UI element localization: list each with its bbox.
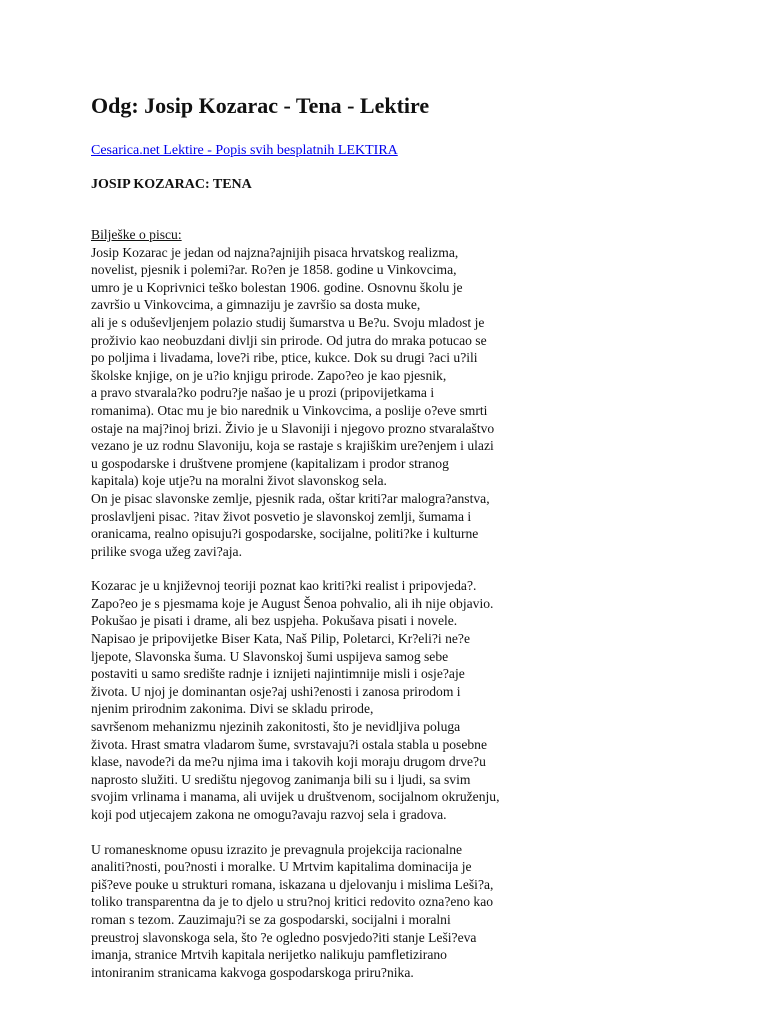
text-line: Pokušao je pisati i drame, ali bez uspjeha. Pokušava pisati i novele. — [91, 613, 458, 629]
page-title: Odg: Josip Kozarac - Tena - Lektire — [91, 93, 430, 118]
text-line: U romanesknome opusu izrazito je prevagnula projekcija racionalne — [91, 841, 463, 857]
text-line: života. U njoj je dominantan osje?aj ushi?enosti i zanosa prirodom i — [91, 683, 461, 699]
text-line: proživio kao neobuzdani divlji sin prirode. Od jutra do mraka potucao se — [91, 332, 487, 348]
text-line: postaviti u samo središte radnje i iznijeti najintimnije misli i osje?aje — [91, 666, 465, 682]
text-line: života. Hrast smatra vladarom šume, svrstavaju?i ostala stabla u posebne — [91, 736, 487, 752]
author-notes-section — [91, 226, 571, 981]
text-line: roman s tezom. Zauzimaju?i se za gospodarski, socijalni i moralni — [91, 911, 451, 927]
text-line: u gospodarske i društvene promjene (kapitalizam i prodor stranog — [91, 455, 449, 471]
text-line: intoniranim stranicama kakvoga gospodarskoga priru?nika. — [91, 964, 414, 980]
document-page — [91, 92, 571, 981]
text-line: romanima). Otac mu je bio narednik u Vinkovcima, a poslije o?eve smrti — [91, 402, 488, 418]
text-line: naprosto služiti. U središtu njegovog zanimanja bili su i ljudi, sa svim — [91, 771, 471, 787]
text-line: Zapo?eo je s pjesmama koje je August Šenoa pohvalio, ali ih nije objavio. — [91, 595, 494, 611]
text-line: imanja, stranice Mrtvih kapitala nerijetko nalikuju pamfletizirano — [91, 947, 447, 963]
text-line: koji pod utjecajem zakona ne omogu?avaju razvoj sela i gradova. — [91, 807, 447, 822]
text-line: savršenom mehanizmu njezinih zakonitosti, što je nevidljiva poluga — [91, 719, 461, 735]
paragraph-2 — [91, 577, 571, 823]
text-line: Kozarac je u književnoj teoriji poznat kao kriti?ki realist i pripovjeda?. — [91, 578, 477, 594]
text-line: preustroj slavonskoga sela, što ?e ogledno posvjedo?iti stanje Leši?eva — [91, 929, 477, 945]
text-line: ljepote, Slavonska šuma. U Slavonskoj šumi uspijeva samog sebe — [91, 648, 449, 664]
paragraph-3 — [91, 841, 571, 982]
text-line: proslavljeni pisac. ?itav život posvetio je slavonskoj zemlji, šumama i — [91, 508, 472, 524]
text-line: analiti?nosti, pou?nosti i moralke. U Mrtvim kapitalima dominacija je — [91, 859, 472, 875]
paragraphs-container — [91, 244, 571, 982]
text-line: Josip Kozarac je jedan od najzna?ajnijih pisaca hrvatskog realizma, — [91, 244, 459, 260]
text-line: vezano je uz rodnu Slavoniju, koja se rastaje s krajiškim ure?enjem i ulazi — [91, 438, 494, 454]
text-line: klase, navode?i da me?u njima ima i takovih koji moraju drugom drve?u — [91, 754, 486, 770]
text-line: prilike svoga užeg zavi?aja. — [91, 543, 242, 559]
document-subtitle: JOSIP KOZARAC: TENA — [91, 177, 252, 192]
text-line: svojim vrlinama i manama, ali uvijek u društvenom, socijalnom okruženju, — [91, 789, 500, 805]
section-heading: Bilješke o piscu: — [91, 227, 182, 242]
text-line: kapitala) koje utje?u na moralni život slavonskog sela. — [91, 473, 387, 489]
text-line: piš?eve pouke u strukturi romana, iskazana u djelovanju i mislima Leši?a, — [91, 876, 494, 892]
text-line: školske knjige, on je u?io knjigu prirode. Zapo?eo je kao pjesnik, — [91, 367, 447, 383]
text-line: On je pisac slavonske zemlje, pjesnik rada, oštar kriti?ar malogra?anstva, — [91, 490, 490, 506]
paragraph-1 — [91, 244, 571, 561]
text-line: njenim prirodnim zakonima. Divi se skladu prirode, — [91, 701, 374, 717]
text-line: Napisao je pripovijetke Biser Kata, Naš Pilip, Poletarci, Kr?eli?i ne?e — [91, 631, 470, 647]
text-line: a pravo stvarala?ko podru?je našao je u prozi (pripovijetkama i — [91, 385, 435, 401]
lektire-list-link[interactable]: Cesarica.net Lektire - Popis svih besplatnih LEKTIRA — [91, 143, 398, 158]
text-line: ali je s oduševljenjem polazio studij šumarstva u Be?u. Svoju mladost je — [91, 314, 485, 330]
text-line: umro je u Koprivnici teško bolestan 1906. godine. Osnovnu školu je — [91, 279, 463, 295]
text-line: novelist, pjesnik i polemi?ar. Ro?en je 1858. godine u Vinkovcima, — [91, 262, 457, 278]
text-line: završio u Vinkovcima, a gimnaziju je završio sa dosta muke, — [91, 297, 421, 313]
text-line: ostaje na maj?inoj brizi. Živio je u Slavoniji i njegovo prozno stvaralaštvo — [91, 420, 495, 436]
text-line: po poljima i livadama, love?i ribe, ptice, kukce. Dok su drugi ?aci u?ili — [91, 350, 478, 366]
text-line: toliko transparentna da je to djelo u stru?noj kritici redovito ozna?eno kao — [91, 894, 494, 910]
text-line: oranicama, realno opisuju?i gospodarske, socijalne, politi?ke i kulturne — [91, 526, 479, 542]
